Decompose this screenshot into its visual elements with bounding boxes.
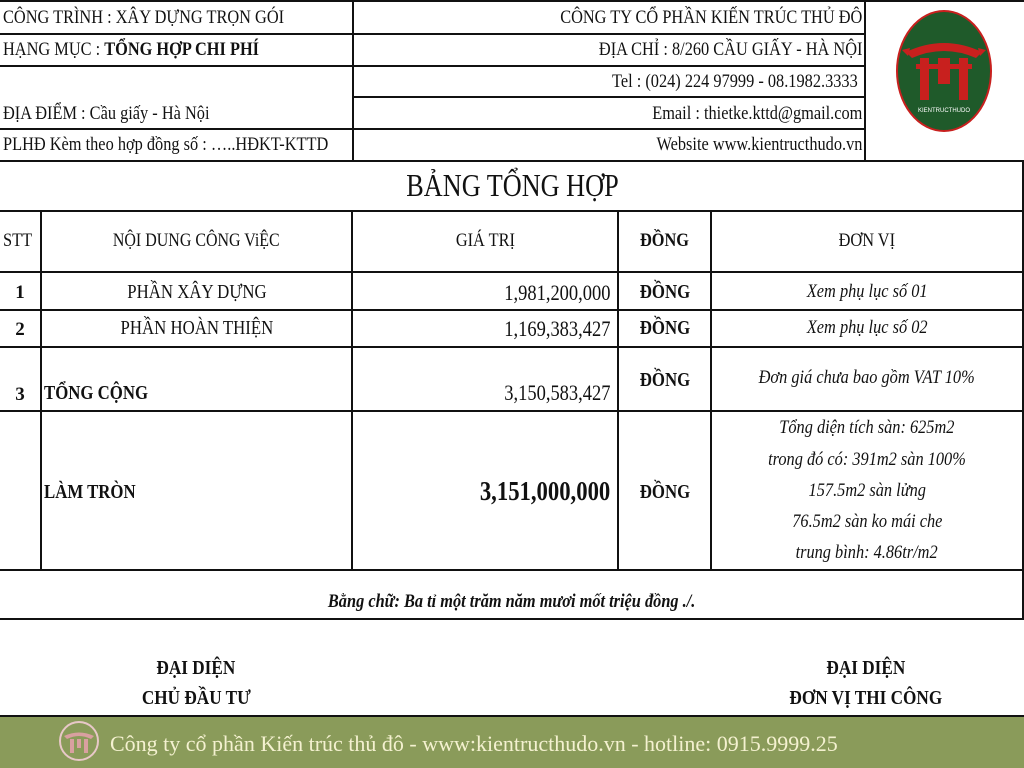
rounded-value: 3,151,000,000 xyxy=(479,476,610,506)
row-2-stt: 2 xyxy=(15,319,25,340)
row-2-value: 1,169,383,427 xyxy=(503,316,610,341)
row-1-stt: 1 xyxy=(15,282,25,303)
rounded-note-5: trung bình: 4.86tr/m2 xyxy=(795,542,939,563)
row-3-value: 3,150,583,427 xyxy=(503,380,610,405)
header-unit: ĐƠN VỊ xyxy=(838,230,896,251)
rounded-currency: ĐỒNG xyxy=(639,481,690,503)
row-2-unit: Xem phụ lục số 02 xyxy=(806,317,928,338)
divider xyxy=(0,210,1024,212)
company-logo xyxy=(896,8,992,134)
rounded-label: LÀM TRÒN xyxy=(44,481,136,503)
divider xyxy=(0,410,1024,412)
divider xyxy=(0,65,866,67)
row-1-value: 1,981,200,000 xyxy=(503,280,610,305)
contract-ref: PLHĐ Kèm theo hợp đồng số : …..HĐKT-KTTD xyxy=(3,134,329,155)
rounded-note-3: 157.5m2 sàn lửng xyxy=(808,480,926,501)
table-title: BẢNG TỔNG HỢP xyxy=(405,167,619,203)
category: HẠNG MỤC : TỔNG HỢP CHI PHÍ xyxy=(3,39,260,60)
investor-rep-line2: CHỦ ĐẦU TƯ xyxy=(141,687,251,709)
divider xyxy=(352,96,866,98)
contractor-rep-line1: ĐẠI DIỆN xyxy=(826,657,906,679)
company-website: Website www.kientructhudo.vn xyxy=(656,134,862,155)
divider xyxy=(0,346,1024,348)
divider xyxy=(0,160,1024,162)
logo-text: KIENTRUCTHUDO xyxy=(918,108,970,114)
contractor-rep-line2: ĐƠN VỊ THI CÔNG xyxy=(789,687,943,709)
divider xyxy=(40,210,42,569)
row-1-currency: ĐỒNG xyxy=(639,281,690,303)
header-currency: ĐỒNG xyxy=(639,230,690,251)
company-name: CÔNG TY CỔ PHẦN KIẾN TRÚC THỦ ĐÔ xyxy=(559,7,862,28)
divider xyxy=(0,271,1024,273)
company-email: Email : thietke.kttd@gmail.com xyxy=(651,103,862,124)
location: ĐỊA ĐIỂM : Cầu giấy - Hà Nội xyxy=(3,103,210,124)
amount-in-words: Bằng chữ: Ba tỉ một trăm năm mươi mốt triệu đồng ./. xyxy=(328,591,696,612)
row-2-content: PHẦN HOÀN THIỆN xyxy=(120,317,273,339)
header-content: NỘI DUNG CÔNG ViỆC xyxy=(113,230,280,251)
rounded-note-4: 76.5m2 sàn ko mái che xyxy=(791,511,943,532)
footer-text: Công ty cổ phần Kiến trúc thủ đô - www:kientructhudo.vn - hotline: 0915.9999.25 xyxy=(110,731,838,756)
footer-logo-icon xyxy=(58,720,100,762)
header-value: GIÁ TRỊ xyxy=(455,230,515,251)
rounded-note-2: trong đó có: 391m2 sàn 100% xyxy=(768,449,966,470)
header-stt: STT xyxy=(3,230,33,251)
row-3-stt: 3 xyxy=(15,384,25,405)
row-3-unit: Đơn giá chưa bao gồm VAT 10% xyxy=(758,367,976,388)
border-top xyxy=(0,0,1024,2)
row-3-content: TỔNG CỘNG xyxy=(44,382,149,404)
divider xyxy=(864,0,866,160)
divider xyxy=(0,569,1024,571)
divider xyxy=(0,33,866,35)
divider xyxy=(0,618,1024,620)
company-address: ĐỊA CHỈ : 8/260 CẦU GIẤY - HÀ NỘI xyxy=(598,39,862,60)
row-2-currency: ĐỒNG xyxy=(639,317,690,339)
divider xyxy=(0,128,866,130)
project-name: CÔNG TRÌNH : XÂY DỰNG TRỌN GÓI xyxy=(3,7,285,28)
investor-rep-line1: ĐẠI DIỆN xyxy=(156,657,236,679)
row-1-unit: Xem phụ lục số 01 xyxy=(806,281,928,302)
row-3-currency: ĐỒNG xyxy=(639,369,690,391)
row-1-content: PHẦN XÂY DỰNG xyxy=(126,281,267,303)
company-tel: Tel : (024) 224 97999 - 08.1982.3333 xyxy=(612,71,858,92)
rounded-note-1: Tổng diện tích sàn: 625m2 xyxy=(779,417,955,438)
divider xyxy=(0,309,1024,311)
